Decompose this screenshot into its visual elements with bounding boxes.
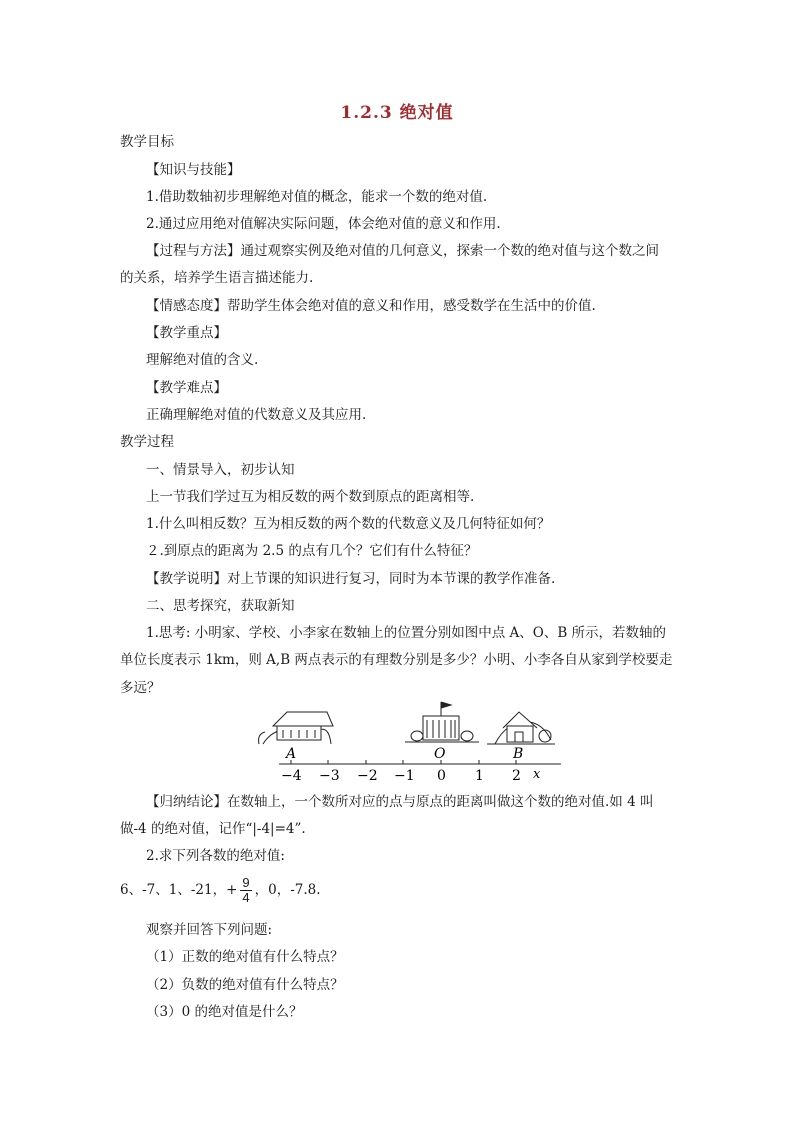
observe-heading: 观察并回答下列问题: (146, 922, 273, 938)
point-label-b: B (513, 746, 524, 762)
teaching-note: 【教学说明】对上节课的知识进行复习，同时为本节课的教学作准备. (146, 571, 556, 587)
tick-label: −2 (357, 768, 378, 784)
tick-label: 2 (512, 768, 521, 784)
observe-question-2: （2）负数的绝对值有什么特点？ (146, 977, 344, 993)
numbers-list (120, 876, 321, 905)
knowledge-heading: 【知识与技能】 (146, 162, 241, 178)
tick-label: 0 (437, 768, 446, 784)
number-line-figure (255, 700, 575, 785)
think-line-2: 单位长度表示 1km，则 A,B 两点表示的有理数分别是多少？小明、小李各自从家到学校要走 (120, 652, 673, 668)
conclusion-line-2: 做-4 的绝对值，记作“|-4|=4”. (120, 821, 306, 837)
section-2-heading: 二、思考探究，获取新知 (146, 598, 295, 614)
tick-label: −1 (394, 768, 415, 784)
observe-question-3: （3）0 的绝对值是什么？ (146, 1004, 303, 1020)
school-icon (405, 702, 479, 742)
key-point-text: 理解绝对值的含义. (146, 352, 259, 368)
house-b-icon (487, 712, 555, 744)
difficult-point-text: 正确理解绝对值的代数意义及其应用. (146, 407, 367, 423)
attitude-paragraph: 【情感态度】帮助学生体会绝对值的意义和作用，感受数学在生活中的价值. (146, 298, 596, 314)
tick-label: −4 (281, 768, 302, 784)
fraction-numerator: 9 (242, 875, 250, 890)
task-2: 2.求下列各数的绝对值: (146, 848, 285, 864)
observe-question-1: （1）正数的绝对值有什么特点？ (146, 949, 344, 965)
point-label-a: A (286, 746, 297, 762)
house-a-icon (259, 712, 333, 744)
axis-label-x: x (533, 767, 541, 782)
process-heading: 教学过程 (120, 434, 174, 450)
goals-heading: 教学目标 (120, 134, 174, 150)
think-line-1: 1.思考: 小明家、学校、小李家在数轴上的位置分别如图中点 A、O、B 所示，若数轴的 (146, 625, 667, 641)
page-title: 1.2.3 绝对值 (340, 103, 454, 123)
tick-marks (291, 760, 516, 764)
tick-label: 1 (475, 768, 484, 784)
section-1-heading: 一、情景导入，初步认知 (146, 462, 295, 478)
conclusion-line-1: 【归纳结论】在数轴上，一个数所对应的点与原点的距离叫做这个数的绝对值.如 4 叫 (146, 794, 654, 810)
numbers-before-fraction: 6、-7、1、-21，+ (120, 882, 238, 898)
process-method-line-2: 的关系，培养学生语言描述能力. (120, 270, 314, 286)
fraction-nine-fourths (240, 876, 251, 905)
key-point-heading: 【教学重点】 (146, 325, 227, 341)
question-1: 1.什么叫相反数？互为相反数的两个数的代数意义及几何特征如何？ (146, 516, 551, 532)
process-method-line-1: 【过程与方法】通过观察实例及绝对值的几何意义，探索一个数的绝对值与这个数之间 (146, 243, 659, 259)
intro-paragraph: 上一节我们学过互为相反数的两个数到原点的距离相等. (146, 489, 475, 505)
question-2: ２.到原点的距离为 2.5 的点有几个？它们有什么特征？ (146, 543, 478, 559)
tick-label: −3 (319, 768, 340, 784)
knowledge-item-1: 1.借助数轴初步理解绝对值的概念，能求一个数的绝对值. (146, 189, 488, 205)
knowledge-item-2: 2.通过应用绝对值解决实际问题，体会绝对值的意义和作用. (146, 216, 501, 232)
numbers-after-fraction: ，0，-7.8. (254, 882, 321, 898)
think-line-3: 多远？ (120, 680, 161, 696)
point-label-o: O (434, 746, 446, 762)
difficult-point-heading: 【教学难点】 (146, 380, 227, 396)
fraction-denominator: 4 (242, 890, 250, 905)
